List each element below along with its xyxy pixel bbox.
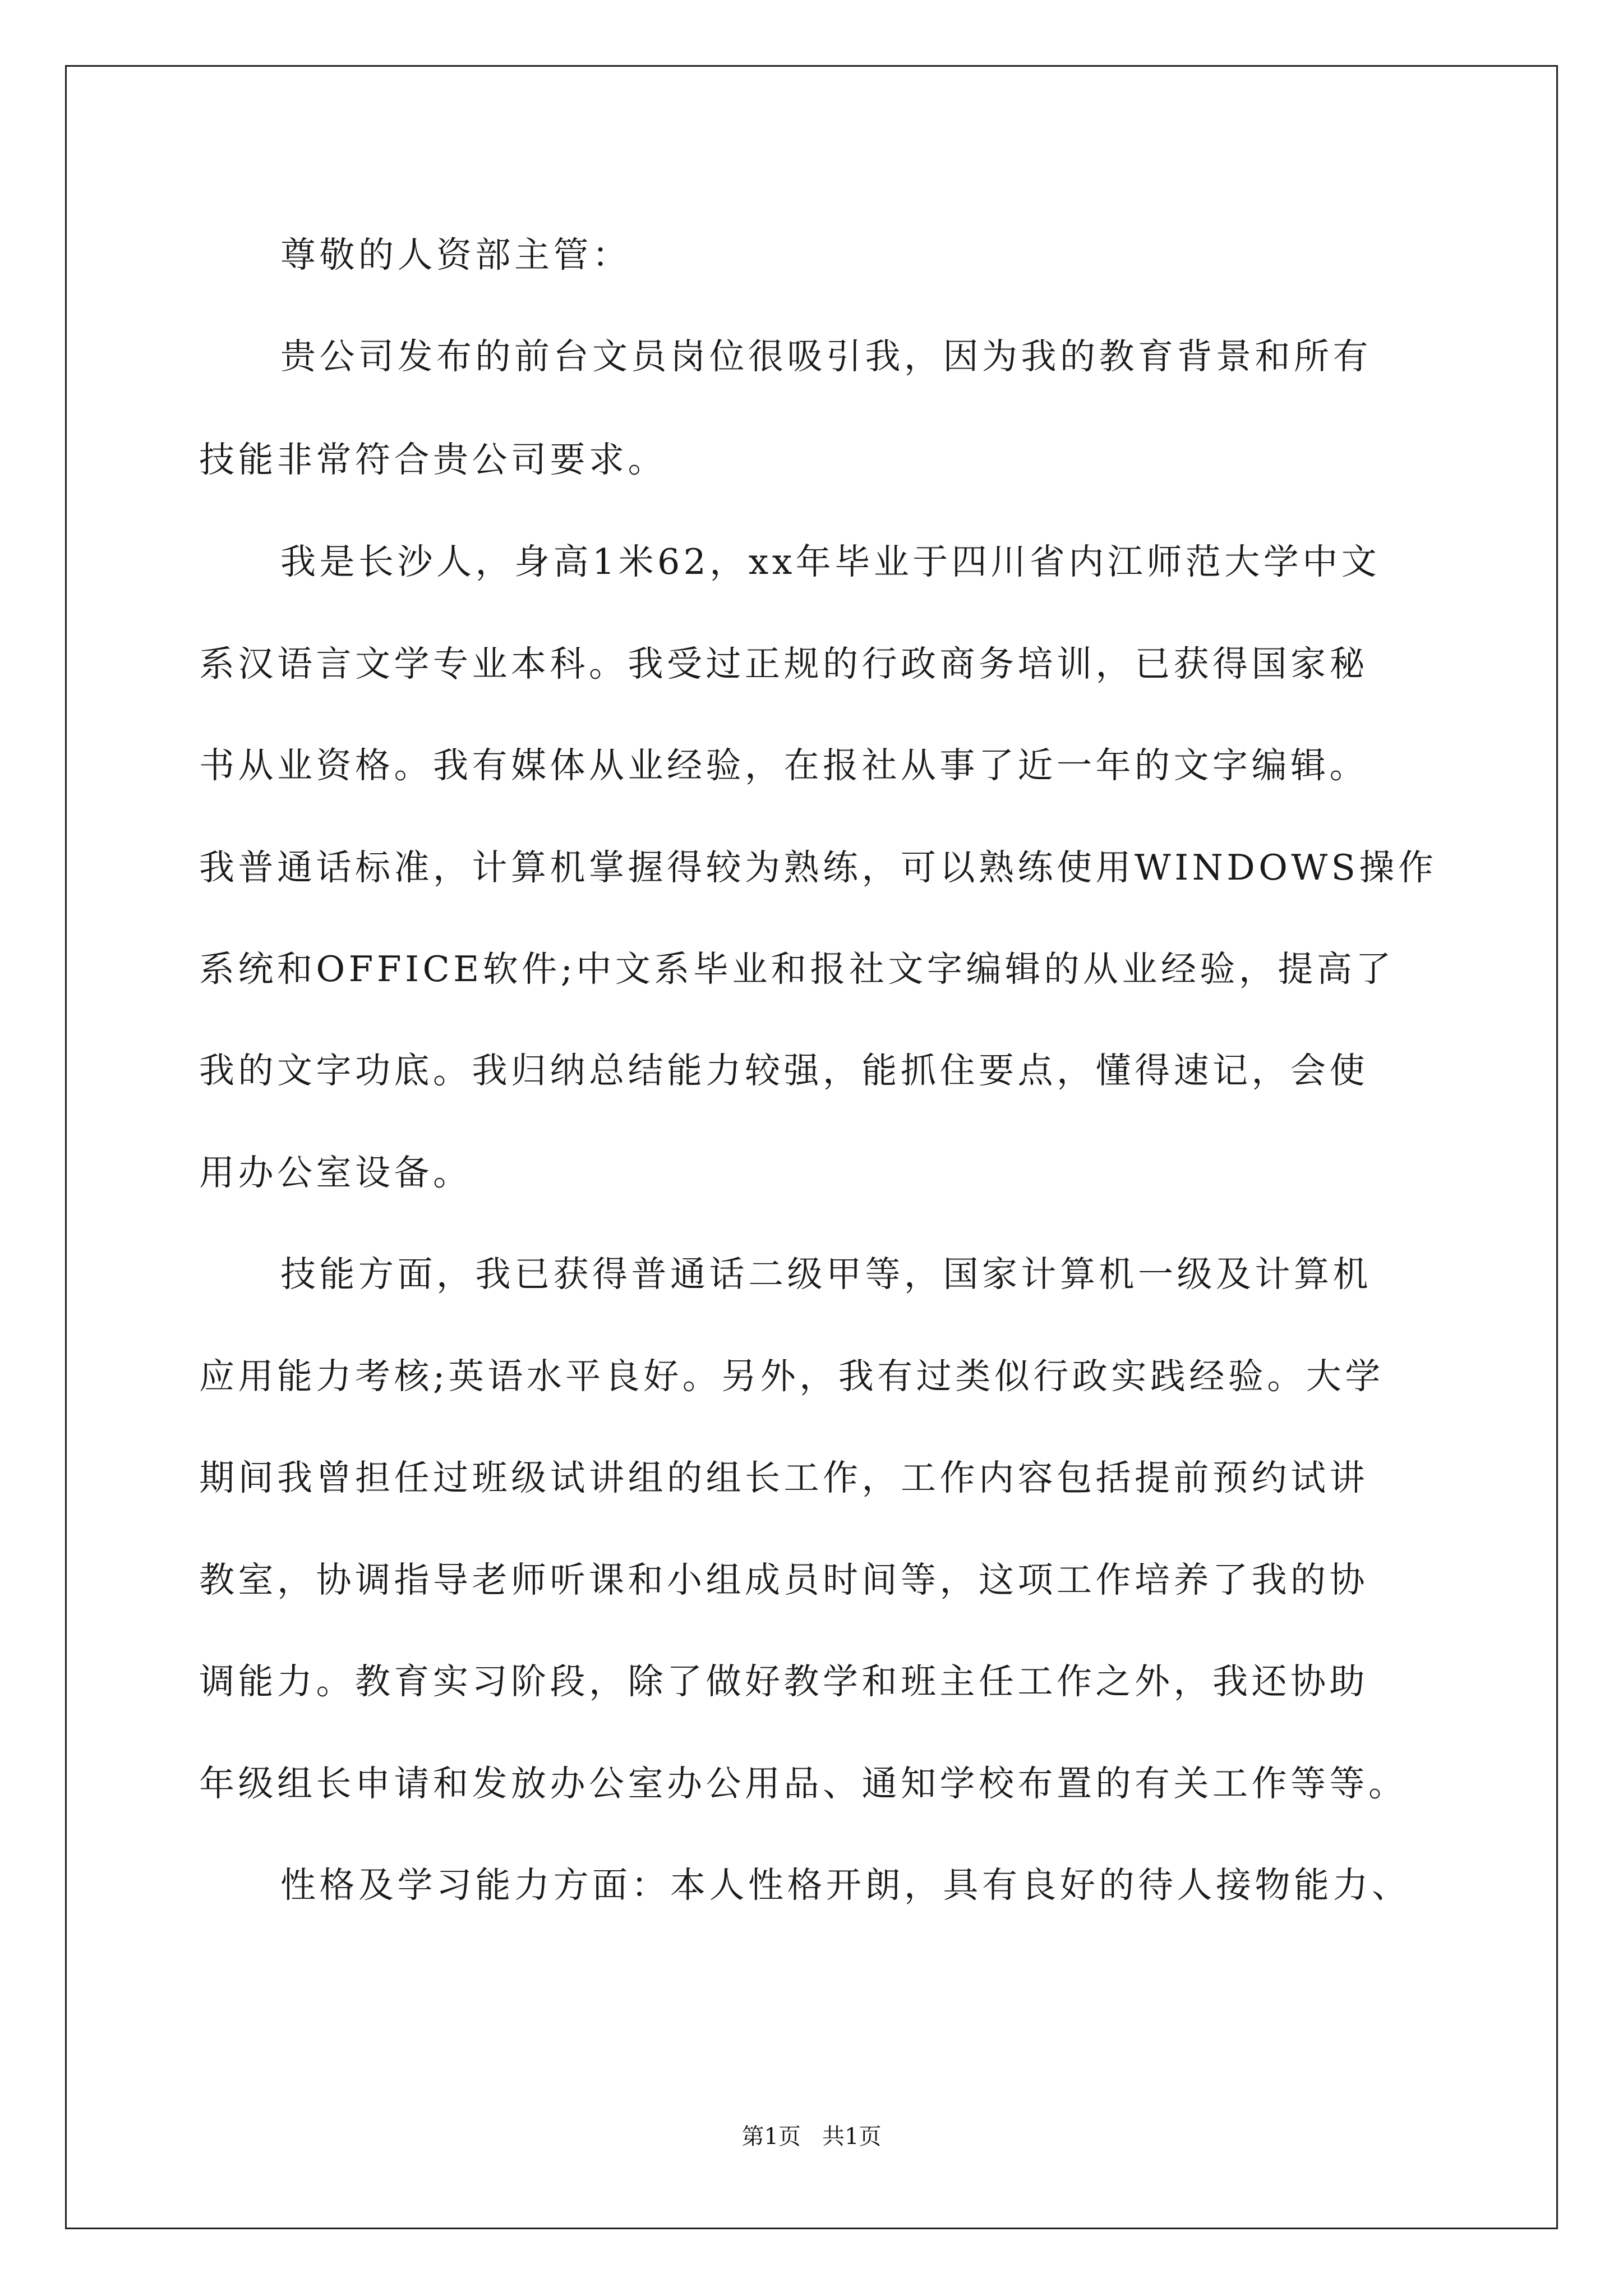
paragraph-line: 我普通话标准，计算机掌握得较为熟练，可以熟练使用WINDOWS操作 (199, 847, 1437, 888)
paragraph-line: 年级组长申请和发放办公室办公用品、通知学校布置的有关工作等等。 (199, 1763, 1408, 1804)
page-number-footer: 第1页 共1页 (741, 2124, 882, 2150)
paragraph-line: 教室，协调指导老师听课和小组成员时间等，这项工作培养了我的协 (199, 1559, 1368, 1600)
paragraph-line: 用办公室设备。 (199, 1152, 472, 1193)
paragraph-line: 我是长沙人，身高1米62，xx年毕业于四川省内江师范大学中文 (280, 541, 1381, 582)
paragraph-line: 贵公司发布的前台文员岗位很吸引我，因为我的教育背景和所有 (280, 336, 1372, 377)
salutation: 尊敬的人资部主管： (280, 234, 631, 275)
paragraph-line: 系汉语言文学专业本科。我受过正规的行政商务培训，已获得国家秘 (199, 643, 1368, 684)
paragraph-line: 性格及学习能力方面：本人性格开朗，具有良好的待人接物能力、 (280, 1865, 1411, 1906)
paragraph-line: 应用能力考核;英语水平良好。另外，我有过类似行政实践经验。大学 (199, 1356, 1384, 1397)
paragraph-line: 调能力。教育实习阶段，除了做好教学和班主任工作之外，我还协助 (199, 1661, 1368, 1702)
paragraph-line: 技能方面，我已获得普通话二级甲等，国家计算机一级及计算机 (280, 1254, 1372, 1295)
paragraph-line: 期间我曾担任过班级试讲组的组长工作，工作内容包括提前预约试讲 (199, 1457, 1368, 1498)
paragraph-line: 系统和OFFICE软件;中文系毕业和报社文字编辑的从业经验，提高了 (199, 949, 1395, 990)
paragraph-line: 我的文字功底。我归纳总结能力较强，能抓住要点，懂得速记，会使 (199, 1050, 1368, 1091)
paragraph-line: 书从业资格。我有媒体从业经验，在报社从事了近一年的文字编辑。 (199, 745, 1368, 786)
paragraph-line: 技能非常符合贵公司要求。 (199, 439, 667, 480)
